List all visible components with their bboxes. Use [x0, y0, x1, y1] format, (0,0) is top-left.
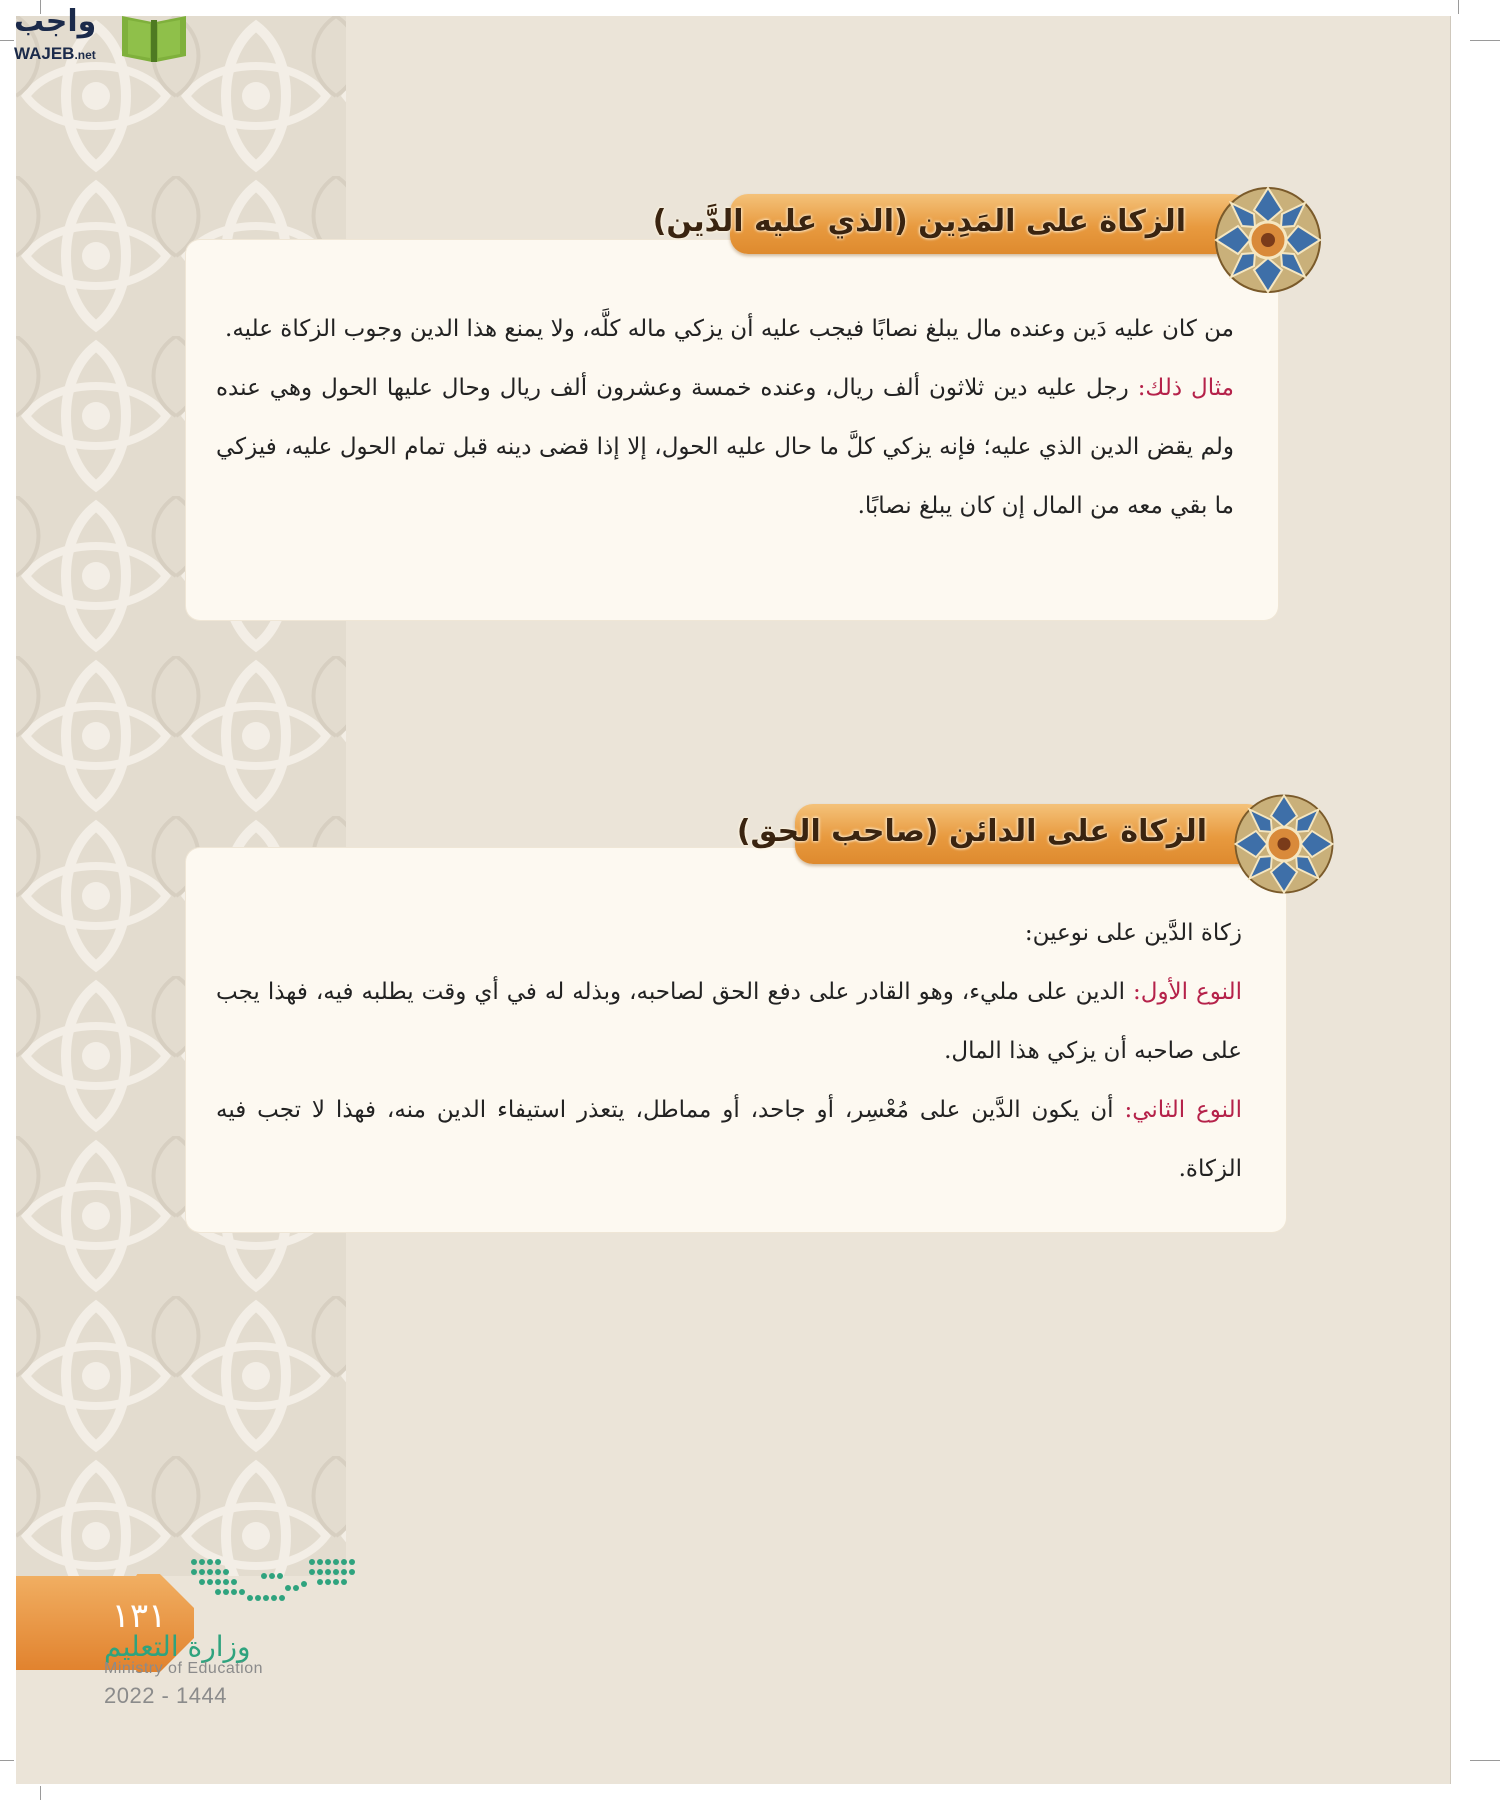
logo-arabic-text: واجب [14, 4, 97, 39]
type-one-text: الدين على مليء، وهو القادر على دفع الحق لصاحبه، وبذله له في أي وقت يطلبه فيه، فهذا يجب على صاحبه أن يزكي هذا المال. [216, 979, 1242, 1064]
example-paragraph [216, 359, 1234, 536]
type-two-paragraph [216, 1081, 1242, 1199]
rosette-ornament-icon [1228, 788, 1340, 900]
logo-tld: .net [74, 48, 96, 62]
wajeb-logo[interactable] [8, 4, 188, 66]
logo-english-text [14, 44, 96, 64]
section-title-creditor: الزكاة على الدائن (صاحب الحق) [736, 814, 1207, 849]
crop-mark [1458, 0, 1459, 14]
section-title-debtor: الزكاة على المَدِين (الذي عليه الدَّين) [652, 204, 1186, 239]
page-number: ١٣١ [111, 1596, 167, 1636]
edition-year: 2022 - 1444 [104, 1683, 227, 1708]
crop-mark [1470, 40, 1500, 41]
intro-line: زكاة الدَّين على نوعين: [1024, 920, 1242, 946]
crop-mark [0, 1760, 14, 1761]
example-text: رجل عليه دين ثلاثون ألف ريال، وعنده خمسة وعشرون ألف ريال وحال عليها الحول وهي عنده ولم يقض الدين الذي عليه؛ فإنه يزكي كلَّ ما حال عليه الحول، إلا إذا قضى دينه قبل تمام الحول عليه، فيزكي ما بقي معه من المال إن كان يبلغ نصابًا. [216, 375, 1234, 519]
crop-mark [40, 1786, 41, 1800]
ministry-logo-dots-icon [188, 1554, 356, 1606]
section-title-bar-debtor [652, 194, 1250, 254]
paragraph: من كان عليه دَين وعنده مال يبلغ نصابًا فيجب عليه أن يزكي ماله كلَّه، ولا يمنع هذا الدين وجوب الزكاة عليه. [225, 316, 1234, 342]
logo-name: WAJEB [14, 44, 75, 63]
example-label: مثال ذلك: [1137, 375, 1235, 401]
crop-mark [1470, 1760, 1500, 1761]
book-logo-icon [120, 8, 188, 64]
type-one-paragraph [216, 963, 1242, 1081]
section-body-debtor [216, 300, 1234, 536]
page-edge [1450, 16, 1451, 1784]
type-two-label: النوع الثاني: [1124, 1097, 1243, 1123]
section-title-bar-creditor [736, 804, 1265, 864]
type-one-label: النوع الأول: [1132, 979, 1242, 1005]
ministry-name-english: Ministry of Education [104, 1660, 264, 1677]
type-two-text: أن يكون الدَّين على مُعْسِر، أو جاحد، أو مماطل، يتعذر استيفاء الدين منه، فهذا لا تجب فيه الزكاة. [216, 1097, 1242, 1182]
section-body-creditor [216, 904, 1242, 1199]
rosette-ornament-icon [1208, 180, 1328, 300]
ministry-name-arabic: وزارة التعليم [104, 1630, 251, 1663]
